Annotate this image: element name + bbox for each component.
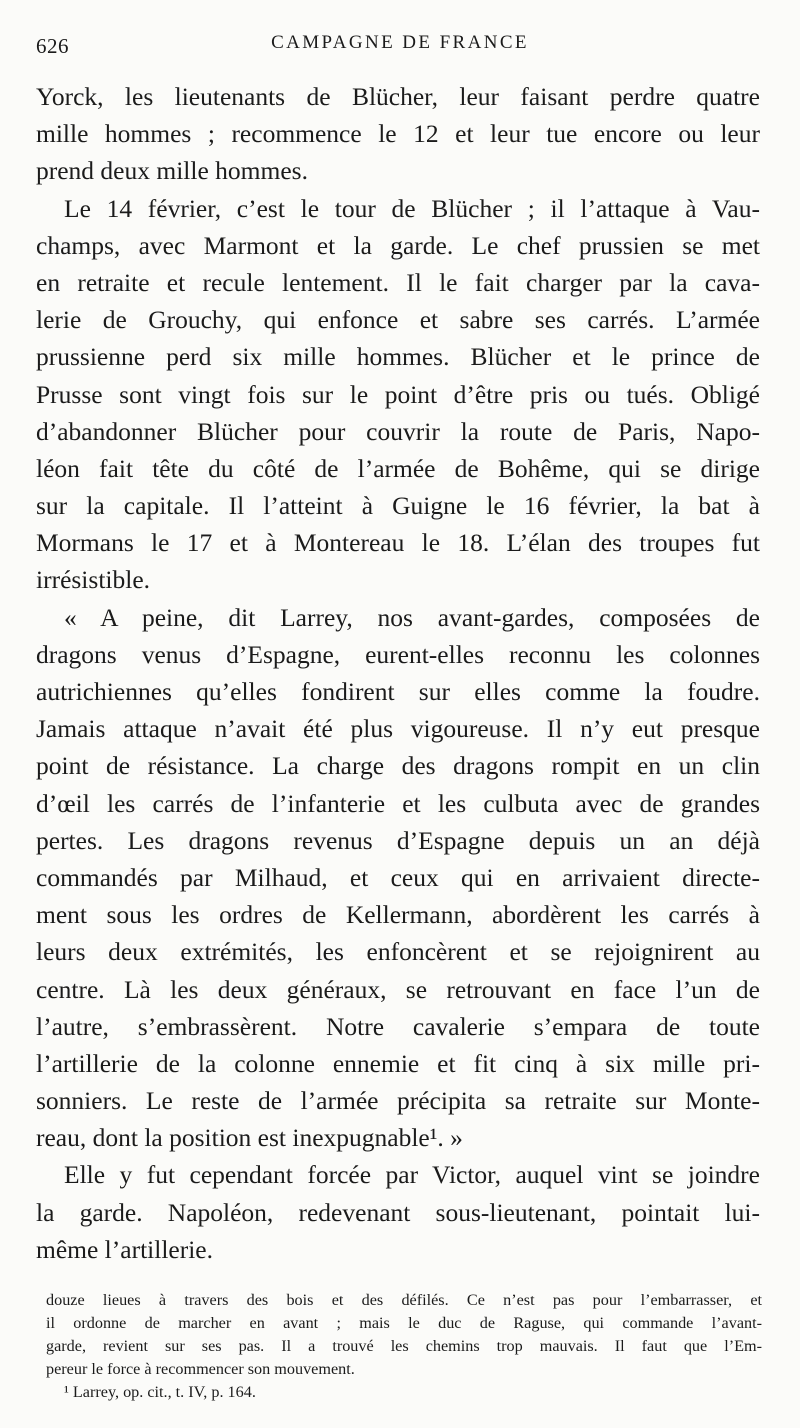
paragraph-start-line: Elle y fut cependant forcée par Victor, auquel vint se joindre bbox=[64, 1160, 760, 1190]
body-text bbox=[36, 78, 760, 1268]
text-line: prussienne perd six mille hommes. Blücher et le prince de bbox=[36, 342, 760, 372]
text-line: dragons venus d’Espagne, eurent-elles reconnu les colonnes bbox=[36, 639, 760, 669]
text-line: lerie de Grouchy, qui enfonce et sabre ses carrés. L’armée bbox=[36, 305, 760, 335]
footnotes bbox=[46, 1289, 762, 1404]
text-line: mille hommes ; recommence le 12 et leur tue encore ou leur bbox=[36, 119, 760, 149]
text-line: Mormans le 17 et à Montereau le 18. L’élan des troupes fut bbox=[36, 528, 760, 558]
text-line: leurs deux extrémités, les enfoncèrent et se rejoignirent au bbox=[36, 937, 760, 967]
paragraph-start-line: Le 14 février, c’est le tour de Blücher ; il l’attaque à Vau- bbox=[64, 193, 760, 223]
text-line: reau, dont la position est inexpugnable¹. » bbox=[36, 1123, 463, 1153]
text-line: Yorck, les lieutenants de Blücher, leur faisant perdre quatre bbox=[36, 82, 760, 111]
text-line: point de résistance. La charge des dragons rompit en un clin bbox=[36, 751, 760, 781]
text-line: centre. Là les deux généraux, se retrouvant en face l’un de bbox=[36, 974, 760, 1004]
text-line: léon fait tête du côté de l’armée de Bohême, qui se dirige bbox=[36, 453, 760, 483]
text-line: d’abandonner Blücher pour couvrir la route de Paris, Napo- bbox=[36, 416, 760, 446]
footnote-reference: ¹ Larrey, op. cit., t. IV, p. 164. bbox=[64, 1383, 256, 1401]
text-line: sonniers. Le reste de l’armée précipita sa retraite sur Monte- bbox=[36, 1086, 760, 1116]
running-title: CAMPAGNE DE FRANCE bbox=[271, 32, 529, 53]
footnote-line: il ordonne de marcher en avant ; mais le duc de Raguse, qui commande l’avant- bbox=[46, 1314, 762, 1332]
text-line: l’artillerie de la colonne ennemie et fit cinq à six mille pri- bbox=[36, 1048, 760, 1078]
text-line: autrichiennes qu’elles fondirent sur elles comme la foudre. bbox=[36, 677, 760, 706]
text-line: en retraite et recule lentement. Il le fait charger par la cava- bbox=[36, 267, 760, 297]
text-line: l’autre, s’embrassèrent. Notre cavalerie s’empara de toute bbox=[36, 1011, 760, 1041]
page-number: 626 bbox=[36, 34, 69, 58]
footnote-line: garde, revient sur ses pas. Il a trouvé les chemins trop mauvais. Il faut que l’Em- bbox=[46, 1337, 762, 1355]
quote-start-line: « A peine, dit Larrey, nos avant-gardes, composées de bbox=[64, 602, 760, 632]
text-line: sur la capitale. Il l’atteint à Guigne le 16 février, la bat à bbox=[36, 491, 760, 521]
page-header bbox=[36, 30, 764, 60]
text-line: irrésistible. bbox=[36, 565, 151, 595]
text-line: ment sous les ordres de Kellermann, abordèrent les carrés à bbox=[36, 900, 760, 930]
text-line: prend deux mille hommes. bbox=[36, 156, 308, 186]
text-line: champs, avec Marmont et la garde. Le chef prussien se met bbox=[36, 230, 760, 260]
text-line: Prusse sont vingt fois sur le point d’être pris ou tués. Obligé bbox=[36, 379, 760, 409]
text-line: la garde. Napoléon, redevenant sous-lieutenant, pointait lui- bbox=[36, 1197, 760, 1227]
text-line: même l’artillerie. bbox=[36, 1234, 213, 1264]
footnote-line: douze lieues à travers des bois et des défilés. Ce n’est pas pour l’embarrasser, et bbox=[46, 1291, 762, 1309]
text-line: Jamais attaque n’avait été plus vigoureuse. Il n’y eut presque bbox=[36, 714, 760, 744]
text-line: commandés par Milhaud, et ceux qui en arrivaient directe- bbox=[36, 862, 760, 892]
text-line: pertes. Les dragons revenus d’Espagne depuis un an déjà bbox=[36, 825, 760, 855]
text-line: d’œil les carrés de l’infanterie et les culbuta avec de grandes bbox=[36, 788, 760, 818]
footnote-line: pereur le force à recommencer son mouvement. bbox=[46, 1360, 355, 1378]
